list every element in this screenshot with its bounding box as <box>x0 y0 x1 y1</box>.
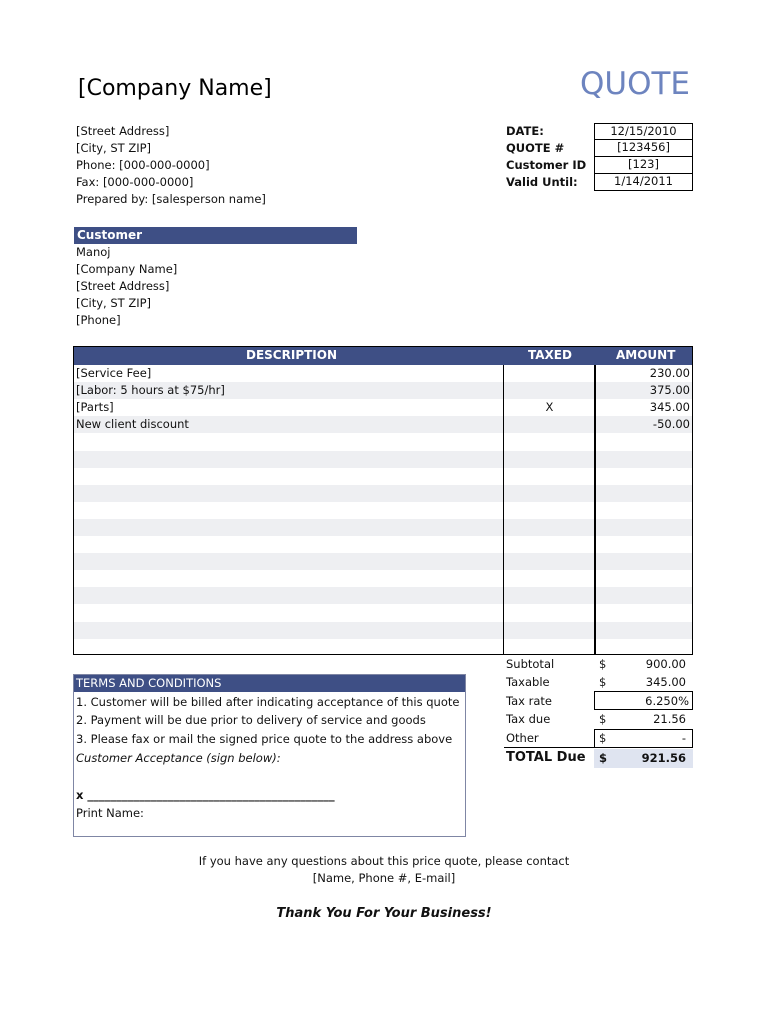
customer-id-label: Customer ID <box>506 158 587 172</box>
terms-box <box>73 674 466 837</box>
quote-number-field[interactable]: [123456] <box>594 140 693 157</box>
seller-fax: Fax: [000-000-0000] <box>76 175 194 189</box>
taxable-currency: $ <box>599 675 607 689</box>
item-amount: 230.00 <box>649 366 690 380</box>
table-row[interactable] <box>74 604 692 621</box>
table-row[interactable] <box>74 399 692 416</box>
customer-company: [Company Name] <box>76 262 178 276</box>
seller-phone: Phone: [000-000-0000] <box>76 158 210 172</box>
item-description: New client discount <box>76 417 189 432</box>
table-row[interactable] <box>74 536 692 553</box>
subtotal-currency: $ <box>599 657 607 671</box>
customer-name: Manoj <box>76 245 111 259</box>
subtotal-value: 900.00 <box>645 657 686 671</box>
customer-section-header: Customer <box>74 227 357 244</box>
company-name: [Company Name] <box>78 76 272 101</box>
item-description: [Labor: 5 hours at $75/hr] <box>76 383 225 398</box>
table-row[interactable] <box>74 416 692 433</box>
taxable-label: Taxable <box>506 675 550 689</box>
seller-street: [Street Address] <box>76 124 170 138</box>
tax-rate-label: Tax rate <box>506 694 552 708</box>
valid-until-field[interactable]: 1/14/2011 <box>594 174 693 191</box>
date-field[interactable]: 12/15/2010 <box>594 123 693 140</box>
date-label: DATE: <box>506 124 544 138</box>
tax-due-label: Tax due <box>506 712 551 726</box>
table-row[interactable] <box>74 365 692 382</box>
table-row[interactable] <box>74 468 692 485</box>
customer-phone: [Phone] <box>76 313 121 327</box>
line-items-table <box>73 346 693 655</box>
other-underline <box>504 747 595 748</box>
customer-city: [City, ST ZIP] <box>76 296 152 310</box>
table-row[interactable] <box>74 622 692 639</box>
taxed-column-divider <box>503 365 504 654</box>
document-title: QUOTE <box>580 66 691 102</box>
table-row[interactable] <box>74 587 692 604</box>
other-currency: $ <box>599 731 607 745</box>
amount-column-header: AMOUNT <box>616 348 676 362</box>
item-taxed: X <box>545 400 554 415</box>
contact-details: [Name, Phone #, E-mail] <box>312 871 456 885</box>
description-column-header: DESCRIPTION <box>246 348 338 362</box>
customer-acceptance: Customer Acceptance (sign below): <box>76 751 281 765</box>
total-due-currency: $ <box>599 751 608 765</box>
taxed-column-header: TAXED <box>528 348 572 362</box>
terms-header: TERMS AND CONDITIONS <box>74 675 465 692</box>
subtotal-label: Subtotal <box>506 657 555 671</box>
other-value: - <box>681 731 686 745</box>
other-label: Other <box>506 731 539 745</box>
customer-street: [Street Address] <box>76 279 170 293</box>
print-name-field[interactable]: Print Name: <box>76 806 144 820</box>
valid-until-label: Valid Until: <box>506 175 578 189</box>
contact-instruction: If you have any questions about this price quote, please contact <box>198 854 570 868</box>
terms-line-3: 3. Please fax or mail the signed price quote to the address above <box>76 732 453 746</box>
terms-line-2: 2. Payment will be due prior to delivery of service and goods <box>76 713 426 727</box>
table-row[interactable] <box>74 519 692 536</box>
thank-you-message: Thank You For Your Business! <box>276 906 492 921</box>
tax-due-currency: $ <box>599 712 607 726</box>
seller-city: [City, ST ZIP] <box>76 141 152 155</box>
table-row[interactable] <box>74 639 692 656</box>
table-row[interactable] <box>74 451 692 468</box>
table-row[interactable] <box>74 502 692 519</box>
total-due-label: TOTAL Due <box>506 750 586 765</box>
table-row[interactable] <box>74 433 692 450</box>
total-due-value: 921.56 <box>641 751 686 765</box>
tax-due-value: 21.56 <box>653 712 686 726</box>
tax-rate-value: 6.250% <box>645 694 689 708</box>
table-row[interactable] <box>74 485 692 502</box>
table-row[interactable] <box>74 382 692 399</box>
amount-column-divider <box>594 365 596 654</box>
prepared-by: Prepared by: [salesperson name] <box>76 192 266 206</box>
taxable-value: 345.00 <box>645 675 686 689</box>
item-description: [Service Fee] <box>76 366 152 380</box>
table-row[interactable] <box>74 570 692 587</box>
line-items-header <box>74 347 692 365</box>
terms-line-1: 1. Customer will be billed after indicating acceptance of this quote <box>76 695 460 709</box>
table-row[interactable] <box>74 553 692 570</box>
item-description: [Parts] <box>76 400 114 415</box>
item-amount: 345.00 <box>649 400 690 415</box>
customer-id-field[interactable]: [123] <box>594 157 693 174</box>
item-amount: -50.00 <box>652 417 690 432</box>
item-amount: 375.00 <box>649 383 690 398</box>
quote-number-label: QUOTE # <box>506 141 565 155</box>
signature-line[interactable]: x ___________________________________________ <box>76 788 335 802</box>
